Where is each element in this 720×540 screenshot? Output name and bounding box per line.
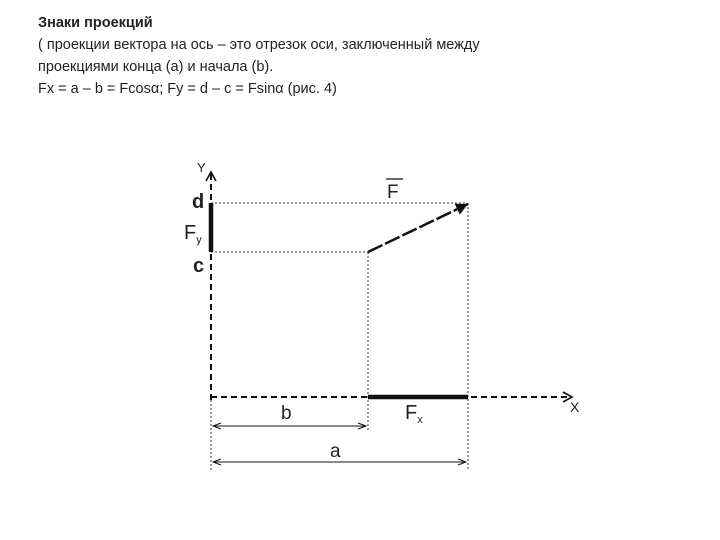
x-axis-label: X: [570, 399, 580, 415]
slide-line-1: ( проекции вектора на ось – это отрезок оси, заключенный между: [38, 37, 480, 53]
slide-line-3: Fx = a – b = Fcosα; Fy = d – c = Fsinα (рис. 4): [38, 81, 337, 97]
y-axis-label: Y: [197, 160, 206, 175]
fx-label: $F_x$: [405, 402, 423, 426]
slide-line-2: проекциями конца (а) и начала (b).: [38, 59, 274, 75]
c-label: c: [193, 255, 205, 277]
slide-title: Знаки проекций: [38, 15, 153, 31]
b-label: b: [281, 403, 292, 424]
fy-label: $F_y$: [184, 222, 202, 246]
force-vector: [368, 204, 468, 252]
d-label: d: [192, 191, 205, 213]
a-label: a: [330, 441, 341, 462]
vector-label: F: [387, 182, 399, 203]
